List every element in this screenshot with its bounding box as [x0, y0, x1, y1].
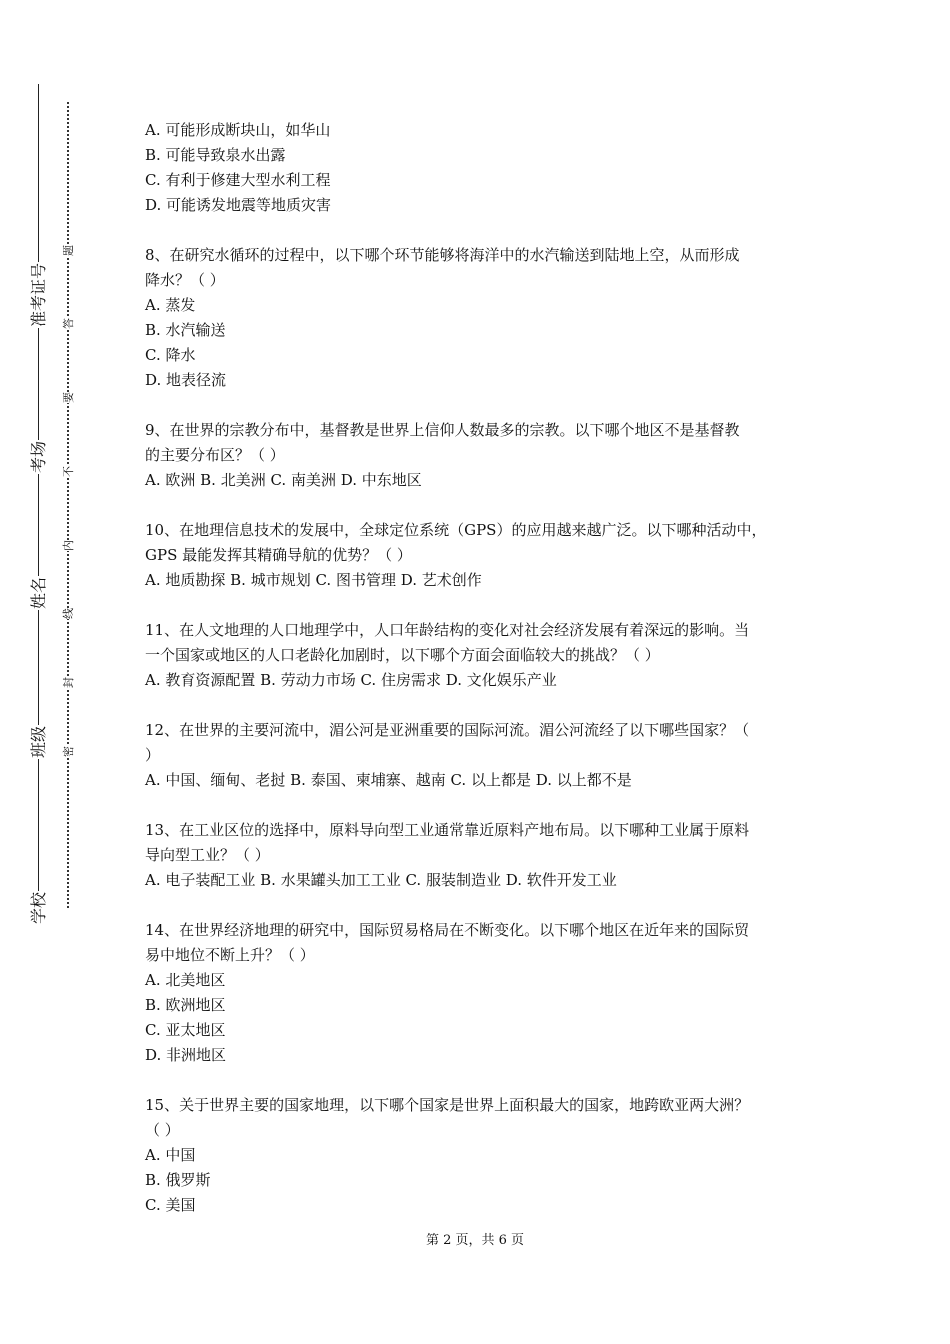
question-stem: 11、在人文地理的人口地理学中，人口年龄结构的变化对社会经济发展有着深远的影响。当	[145, 621, 750, 639]
question-stem: （ ）	[145, 1121, 180, 1139]
question-options: A. 地质勘探 B. 城市规划 C. 图书管理 D. 艺术创作	[145, 571, 482, 589]
seal-char: 不	[61, 465, 75, 477]
seal-char: 要	[61, 391, 75, 403]
option-d: D. 可能诱发地震等地质灾害	[145, 196, 332, 214]
question-7-options	[145, 118, 825, 218]
question-content	[145, 118, 825, 1218]
option-b: B. 可能导致泉水出露	[145, 146, 286, 164]
question-stem: 12、在世界的主要河流中，湄公河是亚洲重要的国际河流。湄公河流经了以下哪些国家？（	[145, 721, 750, 739]
question-11	[145, 618, 825, 693]
seal-dotted-line	[67, 102, 69, 908]
seal-char: 答	[61, 317, 75, 329]
exam-room-label: 考场	[28, 440, 48, 474]
seal-char: 线	[61, 607, 75, 619]
question-stem: 降水？（ ）	[145, 271, 225, 289]
question-stem: GPS 最能发挥其精确导航的优势？（ ）	[145, 546, 412, 564]
question-stem: 导向型工业？（ ）	[145, 846, 270, 864]
school-label: 学校	[28, 891, 48, 925]
question-stem: 8、在研究水循环的过程中，以下哪个环节能够将海洋中的水汽输送到陆地上空，从而形成	[145, 246, 740, 264]
seal-char: 内	[61, 539, 75, 551]
option-b: B. 俄罗斯	[145, 1171, 211, 1189]
option-d: D. 非洲地区	[145, 1046, 227, 1064]
option-c: C. 有利于修建大型水利工程	[145, 171, 331, 189]
question-options: A. 中国、缅甸、老挝 B. 泰国、柬埔寨、越南 C. 以上都是 D. 以上都不是	[145, 771, 632, 789]
page-number: 第 2 页，共 6 页	[425, 1233, 525, 1248]
class-label: 班级	[28, 725, 48, 759]
question-12	[145, 718, 825, 793]
binding-solid-line	[38, 84, 39, 910]
option-c: C. 美国	[145, 1196, 196, 1214]
question-options: A. 教育资源配置 B. 劳动力市场 C. 住房需求 D. 文化娱乐产业	[145, 671, 557, 689]
question-stem: 9、在世界的宗教分布中，基督教是世界上信仰人数最多的宗教。以下哪个地区不是基督教	[145, 421, 740, 439]
option-c: C. 降水	[145, 346, 196, 364]
question-options: A. 欧洲 B. 北美洲 C. 南美洲 D. 中东地区	[145, 471, 422, 489]
question-stem: 14、在世界经济地理的研究中，国际贸易格局在不断变化。以下哪个地区在近年来的国际贸	[145, 921, 750, 939]
page-footer	[0, 1229, 950, 1248]
seal-char: 题	[61, 244, 75, 256]
question-13	[145, 818, 825, 893]
option-b: B. 欧洲地区	[145, 996, 226, 1014]
question-14	[145, 918, 825, 1068]
question-stem: 13、在工业区位的选择中，原料导向型工业通常靠近原料产地布局。以下哪种工业属于原料	[145, 821, 750, 839]
option-b: B. 水汽输送	[145, 321, 226, 339]
question-stem: 15、关于世界主要的国家地理，以下哪个国家是世界上面积最大的国家，地跨欧亚两大洲？	[145, 1096, 750, 1114]
seal-char: 封	[61, 676, 75, 688]
question-stem: 易中地位不断上升？（ ）	[145, 946, 315, 964]
question-stem: 一个国家或地区的人口老龄化加剧时，以下哪个方面会面临较大的挑战？（ ）	[145, 646, 660, 664]
option-a: A. 蒸发	[145, 296, 196, 314]
question-stem: 的主要分布区？（ ）	[145, 446, 285, 464]
question-15	[145, 1093, 825, 1218]
question-stem: 10、在地理信息技术的发展中，全球定位系统（GPS）的应用越来越广泛。以下哪种活动中，	[145, 521, 767, 539]
name-label: 姓名	[28, 576, 48, 610]
binding-margin	[0, 0, 120, 1344]
option-c: C. 亚太地区	[145, 1021, 226, 1039]
option-a: A. 北美地区	[145, 971, 226, 989]
question-options: A. 电子装配工业 B. 水果罐头加工工业 C. 服装制造业 D. 软件开发工业	[145, 871, 617, 889]
question-8	[145, 243, 825, 393]
question-stem: ）	[145, 746, 161, 764]
seal-char: 密	[61, 745, 75, 757]
question-9	[145, 418, 825, 493]
option-a: A. 可能形成断块山，如华山	[145, 121, 331, 139]
exam-id-label: 准考证号	[29, 262, 49, 328]
option-d: D. 地表径流	[145, 371, 227, 389]
option-a: A. 中国	[145, 1146, 196, 1164]
question-10	[145, 518, 825, 593]
